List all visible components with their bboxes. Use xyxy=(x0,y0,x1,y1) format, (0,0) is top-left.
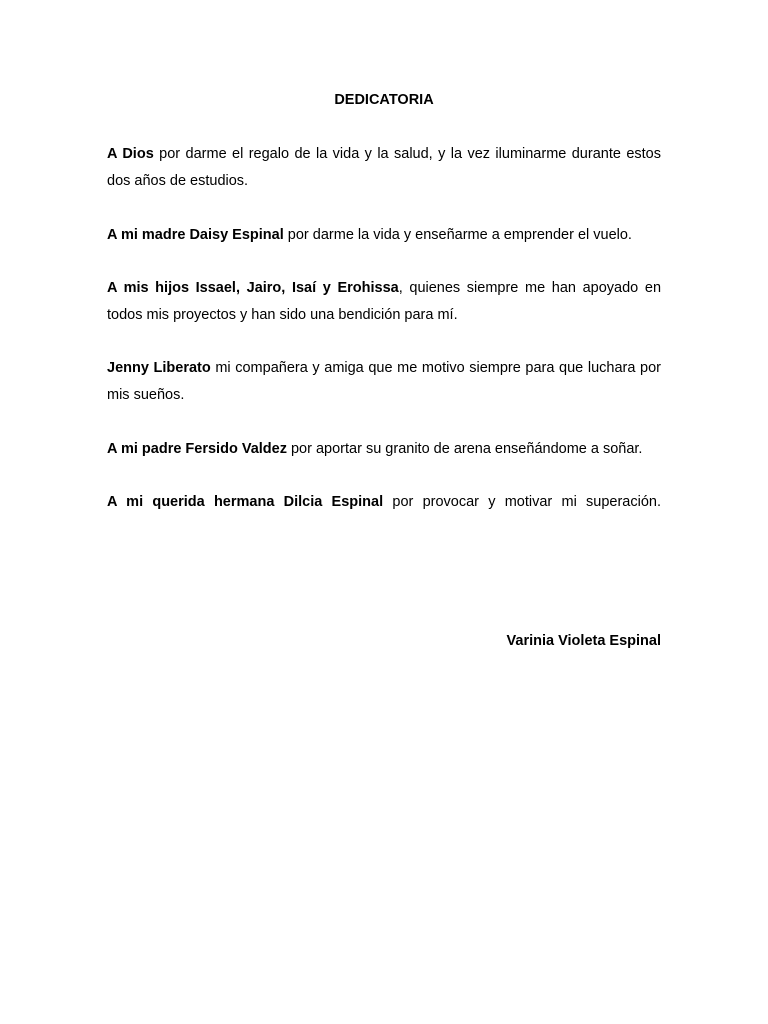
dedication-recipient: A mi padre Fersido Valdez xyxy=(107,441,287,457)
dedication-text: por darme la vida y enseñarme a emprender el vuelo. xyxy=(283,227,632,243)
signature: Varinia Violeta Espinal xyxy=(506,633,661,649)
dedication-recipient: Jenny Liberato xyxy=(107,360,211,376)
dedication-text: mi compañera y amiga que me motivo siempre para que luchara por mis sueños. xyxy=(107,360,661,403)
dedication-paragraph-god xyxy=(107,141,661,195)
dedication-text: por provocar y motivar mi superación. xyxy=(383,494,662,510)
dedication-recipient: A mi madre Daisy Espinal xyxy=(107,227,284,243)
dedication-paragraph-sister xyxy=(107,489,661,516)
dedication-paragraph-partner xyxy=(107,355,661,409)
dedication-paragraph-children xyxy=(107,275,661,329)
dedication-text: por aportar su granito de arena enseñándome a soñar. xyxy=(286,441,643,457)
dedication-paragraph-father xyxy=(107,436,661,463)
dedication-recipient: A Dios xyxy=(107,146,154,162)
dedication-text: por darme el regalo de la vida y la salud, y la vez iluminarme durante estos dos años de estudios. xyxy=(107,146,661,189)
dedication-recipient: A mi querida hermana Dilcia Espinal xyxy=(107,494,384,510)
document-page xyxy=(107,0,661,1024)
page-title: DEDICATORIA xyxy=(334,92,434,108)
dedication-text: , quienes siempre me han apoyado en todos mis proyectos y han sido una bendición para mí. xyxy=(107,280,662,323)
dedication-recipient: A mis hijos Issael, Jairo, Isaí y Erohissa xyxy=(107,280,399,296)
dedication-paragraph-mother xyxy=(107,222,661,249)
